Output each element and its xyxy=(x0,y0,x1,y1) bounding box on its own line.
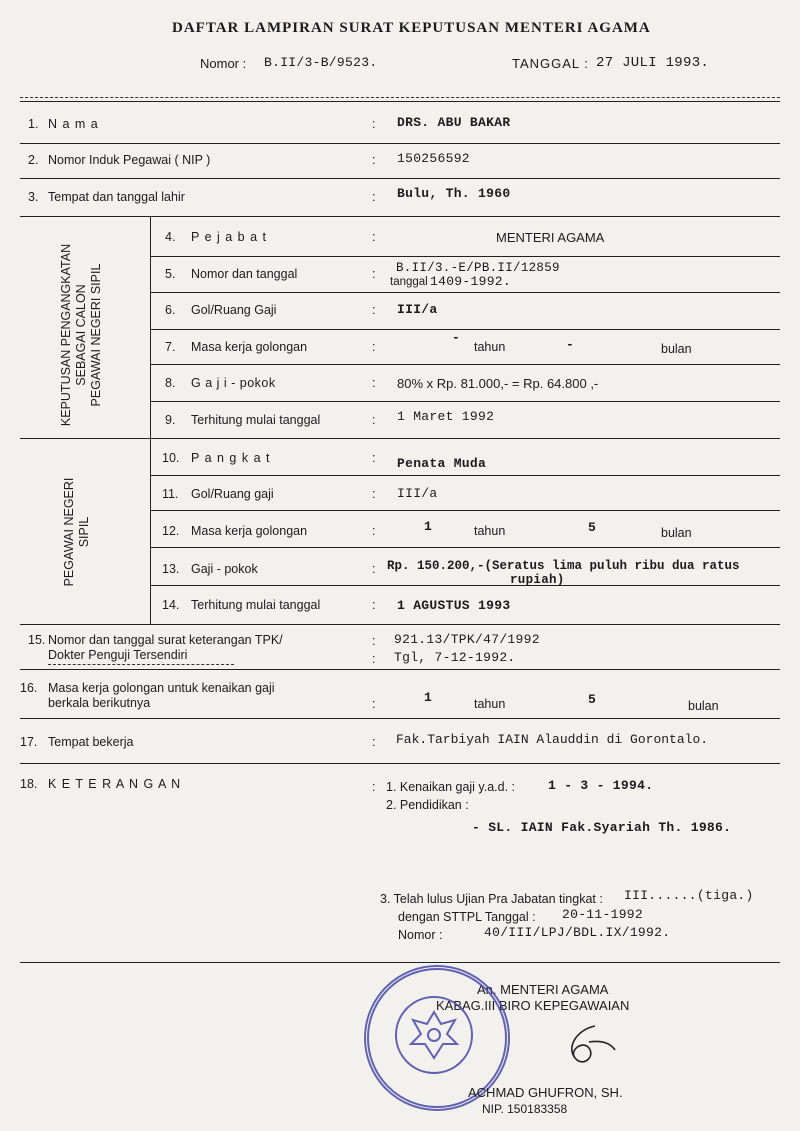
colon: : xyxy=(372,634,376,648)
section-separator xyxy=(150,216,151,624)
colon: : xyxy=(372,303,376,317)
kgb-tahun-value: 1 xyxy=(424,690,433,705)
row-number: 7. xyxy=(165,340,176,354)
prajab-label: 3. Telah lulus Ujian Pra Jabatan tingkat : xyxy=(380,892,603,906)
row-label: Gol/Ruang gaji xyxy=(191,487,274,501)
row-number: 12. xyxy=(162,524,180,538)
divider xyxy=(150,364,780,365)
row-number: 11. xyxy=(162,487,179,501)
row-label: Gaji - pokok xyxy=(191,562,258,576)
divider xyxy=(150,329,780,330)
row-label: Gol/Ruang Gaji xyxy=(191,303,277,317)
row-number: 10. xyxy=(162,451,180,465)
prajab-tingkat-value: III......(tiga.) xyxy=(624,888,754,903)
strike-line xyxy=(48,664,234,665)
row-number: 6. xyxy=(165,303,176,317)
divider xyxy=(20,143,780,144)
colon: : xyxy=(372,153,376,167)
top-rule-2 xyxy=(20,101,780,102)
tanggal-value: 27 JULI 1993. xyxy=(596,55,710,71)
row-number: 1. xyxy=(28,117,39,131)
colon: : xyxy=(372,340,376,354)
row-label: Masa kerja golongan xyxy=(191,340,308,354)
divider xyxy=(150,475,780,476)
row-label: P a n g k a t xyxy=(191,451,271,465)
sttpl-nomor-value: 40/III/LPJ/BDL.IX/1992. xyxy=(484,925,671,940)
row-label: Terhitung mulai tanggal xyxy=(191,413,321,427)
colon: : xyxy=(372,598,376,612)
row-number: 3. xyxy=(28,190,39,204)
divider xyxy=(150,256,780,257)
golongan-value: III/a xyxy=(397,302,438,317)
row-number: 5. xyxy=(165,267,176,281)
sk-number-value: B.II/3.-E/PB.II/12859 xyxy=(396,261,560,275)
tpk-number-value: 921.13/TPK/47/1992 xyxy=(394,632,540,647)
row-label-cont: Dokter Penguji Tersendiri xyxy=(48,648,188,662)
nomor-label: Nomor : xyxy=(200,56,247,71)
divider xyxy=(20,718,780,719)
colon: : xyxy=(372,376,376,390)
row-number: 15. xyxy=(28,633,46,647)
divider xyxy=(20,624,780,625)
divider xyxy=(20,216,780,217)
row-label: Nomor dan tanggal xyxy=(191,267,298,281)
signature-scribble-icon xyxy=(555,1020,625,1070)
row-number: 4. xyxy=(165,230,176,244)
gol-pns-value: III/a xyxy=(397,486,438,501)
signature-line1: An. MENTERI AGAMA xyxy=(477,982,609,997)
top-rule xyxy=(20,97,780,98)
row-label: Masa kerja golongan xyxy=(191,524,308,538)
bulan-label: bulan xyxy=(661,526,692,540)
official-name: ACHMAD GHUFRON, SH. xyxy=(468,1085,623,1100)
colon: : xyxy=(372,190,376,204)
row-number: 14. xyxy=(162,598,180,612)
tahun-label: tahun xyxy=(474,340,506,354)
colon: : xyxy=(372,117,376,131)
tanggal-label: TANGGAL : xyxy=(512,56,589,71)
tempat-bekerja-value: Fak.Tarbiyah IAIN Alauddin di Gorontalo. xyxy=(396,732,709,747)
colon: : xyxy=(372,780,376,794)
colon: : xyxy=(372,524,376,538)
tpk-date-value: Tgl, 7-12-1992. xyxy=(394,650,516,665)
divider xyxy=(150,510,780,511)
colon: : xyxy=(372,230,376,244)
row-label: K E T E R A N G A N xyxy=(48,777,182,791)
divider xyxy=(150,585,780,586)
bulan-label: bulan xyxy=(688,699,719,713)
row-number: 9. xyxy=(165,413,176,427)
pendidikan-value: - SL. IAIN Fak.Syariah Th. 1986. xyxy=(472,820,732,835)
row-number: 16. xyxy=(20,681,38,695)
divider xyxy=(150,547,780,548)
divider xyxy=(20,669,780,670)
divider xyxy=(150,292,780,293)
divider xyxy=(20,178,780,179)
birth-value: Bulu, Th. 1960 xyxy=(397,186,511,201)
gaji-pns-value-cont: rupiah) xyxy=(510,573,565,587)
gaji-calon-value: 80% x Rp. 81.000,- = Rp. 64.800 ,- xyxy=(397,376,599,391)
kgb-date-value: 1 - 3 - 1994. xyxy=(548,778,654,793)
row-label: Terhitung mulai tanggal xyxy=(191,598,321,612)
row-number: 18. xyxy=(20,777,38,791)
row-label: Nomor Induk Pegawai ( NIP ) xyxy=(48,153,211,167)
row-label: Nomor dan tanggal surat keterangan TPK/ xyxy=(48,633,283,647)
row-number: 8. xyxy=(165,376,176,390)
masa-pns-bulan-value: 5 xyxy=(588,520,597,535)
document-title: DAFTAR LAMPIRAN SURAT KEPUTUSAN MENTERI AGAMA xyxy=(172,20,651,36)
sttpl-date-value: 20-11-1992 xyxy=(562,907,644,922)
tanggal-label: tanggal xyxy=(390,276,428,288)
row-label: Tempat dan tanggal lahir xyxy=(48,190,185,204)
colon: : xyxy=(372,562,376,576)
pendidikan-label: 2. Pendidikan : xyxy=(386,798,469,812)
divider xyxy=(150,401,780,402)
signature-line2: KABAG.III BIRO KEPEGAWAIAN xyxy=(436,998,630,1013)
pangkat-value: Penata Muda xyxy=(397,456,487,471)
row-label: Tempat bekerja xyxy=(48,735,134,749)
row-label: G a j i - pokok xyxy=(191,376,276,390)
section-calon-label: KEPUTUSAN PENGANGKATAN SEBAGAI CALON PEGAWAI NEGERI SIPIL xyxy=(59,243,103,427)
row-number: 13. xyxy=(162,562,180,576)
divider xyxy=(20,962,780,963)
divider xyxy=(20,763,780,764)
kgb-label: 1. Kenaikan gaji y.a.d. : xyxy=(386,780,516,794)
tmt-pns-value: 1 AGUSTUS 1993 xyxy=(397,598,511,613)
masa-pns-tahun-value: 1 xyxy=(424,519,433,534)
nomor-value: B.II/3-B/9523. xyxy=(264,55,378,70)
official-nip: NIP. 150183358 xyxy=(482,1102,568,1116)
tahun-label: tahun xyxy=(474,524,506,538)
row-label: Masa kerja golongan untuk kenaikan gaji xyxy=(48,681,275,695)
colon: : xyxy=(372,413,376,427)
pejabat-value: MENTERI AGAMA xyxy=(496,230,605,245)
sttpl-label: dengan STTPL Tanggal : xyxy=(398,910,536,924)
masa-tahun-value: - xyxy=(452,330,461,345)
colon: : xyxy=(372,697,376,711)
gaji-pns-value: Rp. 150.200,-(Seratus lima puluh ribu dua ratus xyxy=(387,559,740,573)
section-pns-label: PEGAWAI NEGERI SIPIL xyxy=(62,477,91,587)
row-number: 2. xyxy=(28,153,39,167)
colon: : xyxy=(372,735,376,749)
row-label: N a m a xyxy=(48,117,99,131)
sk-date-value: 1409-1992. xyxy=(430,274,512,289)
garuda-emblem-icon xyxy=(395,996,473,1074)
nip-value: 150256592 xyxy=(397,151,470,166)
sttpl-nomor-label: Nomor : xyxy=(398,928,443,942)
colon: : xyxy=(372,487,376,501)
row-number: 17. xyxy=(20,735,38,749)
colon: : xyxy=(372,652,376,666)
kgb-bulan-value: 5 xyxy=(588,692,597,707)
tmt-calon-value: 1 Maret 1992 xyxy=(397,409,495,424)
nama-value: DRS. ABU BAKAR xyxy=(397,115,511,130)
masa-bulan-value: - xyxy=(566,337,575,352)
row-label: P e j a b a t xyxy=(191,230,268,244)
colon: : xyxy=(372,267,376,281)
divider xyxy=(20,438,780,439)
tahun-label: tahun xyxy=(474,697,506,711)
bulan-label: bulan xyxy=(661,342,692,356)
colon: : xyxy=(372,451,376,465)
row-label-cont: berkala berikutnya xyxy=(48,696,151,710)
